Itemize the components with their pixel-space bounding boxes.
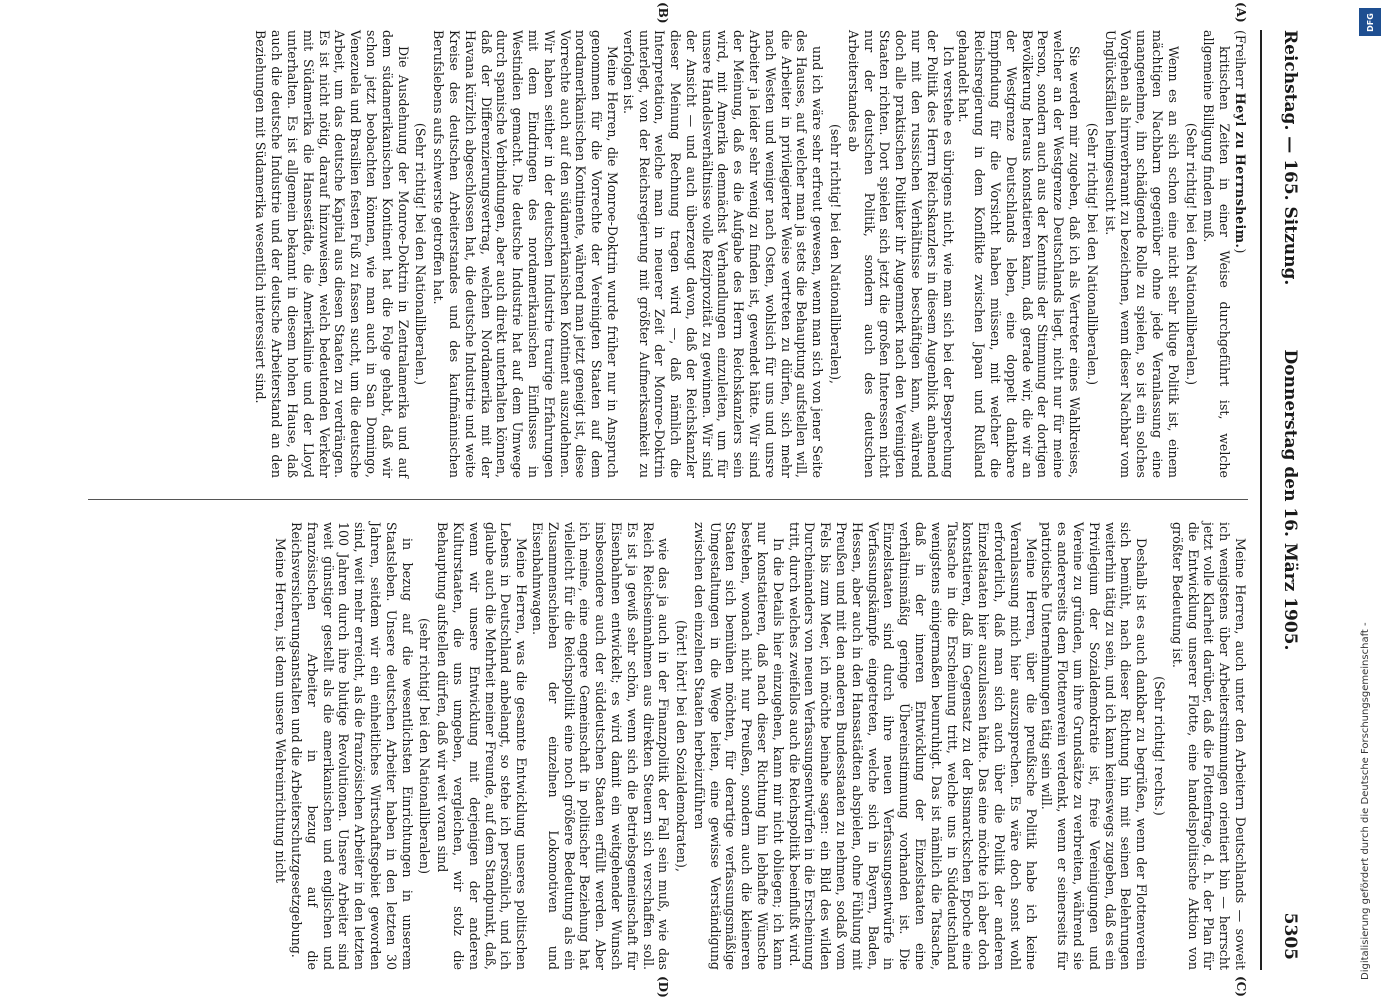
rotated-content <box>60 2 1310 998</box>
interjection: (Sehr richtig! rechts.) <box>1152 676 1168 816</box>
speaker-name: Heyl zu Herrnsheim. <box>1233 92 1248 249</box>
dfg-logo <box>1359 8 1381 36</box>
paragraph: Die Ausdehnung der Monroe-Doktrin in Zentralamerika und auf dem südamerikanischen Kontinent hat die Folge gehabt, daß wir schon jetzt beobachten können, wie man auch in San Domingo, Venezuela und Brasilien festen Fuß zu fassen sucht, um die deutsche Arbeit, um das deutsche Kapital aus diesen Staaten zu verdrängen. Es ist nicht nötig, darauf hinzuweisen, welch bedeutenden Verkehr mit Südamerika die Hansestädte, die Amerikalinie und der Lloyd unterhalten. Es ist allgemein bekannt in diesem hohen Hause, daß auch die deutsche Industrie und der deutsche Arbeiterstand an den Beziehungen mit Südamerika wesentlich interessiert sind. <box>253 30 411 478</box>
paragraph: In die Details hier einzugehen, kann mir nicht obliegen; ich kann nur konstatieren, daß nach dieser Richtung hin lebhafte Wünsche bestehen, wonach nicht nur Preußen, sondern auch die kleineren Staaten sich bemühen möchten, für derartige verfassungsmäßige Umgestaltungen in die Wege leiten, eine gewisse Verständigung zwischen den einzelnen Staaten herbeizuführen <box>691 522 786 970</box>
paragraph: Meine Herren, über die preußische Politik habe ich keine Veranlassung mich hier auszusprechen. Es wäre doch sonst wohl erforderlich, daß man sich auch über die Politik der anderen Einzelstaaten hier auszulassen hätte. Das eine möchte ich aber doch konstatieren, daß im Gegensatz zu der Bismarckschen Epoche eine Tatsache in die Erscheinung tritt, welche uns in Süddeutschland wenigstens einigermaßen beunruhigt. Das ist nämlich die Tatsache, daß in der inneren Entwicklung der Einzelstaaten eine verhältnismäßig geringe Übereinstimmung vorhanden ist. Die Einzelstaaten sind durch ihre neuen Verfassungsentwürfe in Verfassungskämpfe eingetreten, welche sich in Bayern, Baden, Hessen, aber auch in den Hansastädten abspielen, ohne Fühlung mit Preußen und mit den anderen Bundesstaaten zu nehmen, sodaß vom Fels bis zum Meer, ich möchte beinahe sagen: ein Bild des wilden Durcheinanders von neuen Verfassungsentwürfen in die Erscheinung tritt, durch welches zweifellos auch die Reichspolitik beeinflußt wird. <box>786 522 1039 970</box>
column-divider <box>88 499 1248 500</box>
paragraph: Deshalb ist es auch dankbar zu begrüßen, wenn der Flottenverein sich bemüht, nach dieser Richtung hin mit seinen Belehrungen weiterhin tätig zu sein, und ich kann keineswegs zugeben, daß es ein Privilegium der Sozialdemokratie ist, freie Vereinigungen und Vereine zu gründen, um ihre Grundsätze zu verbreiten, während sie es andererseits dem Flottenverein verdenkt, wenn er seinerseits für patriotische Unternehmungen tätig sein will. <box>1039 522 1150 970</box>
dfg-logo-text: DFG <box>1365 12 1375 32</box>
speaker-prefix: (Freiherr <box>1233 30 1248 93</box>
margin-marker-a: (A) <box>1234 2 1248 23</box>
paragraph: Meine Herren, ist denn unsere Wehreinrichtung nicht <box>273 538 289 883</box>
paragraph: und ich wäre sehr erfreut gewesen, wenn man sich von jener Seite des Hauses, auf welcher man ja stets die Behauptung aufstellen will, die Arbeiter in privilegierter Weise vertreten zu dürfen, sich mehr nach Westen und weniger nach Osten, wohlsich für uns und unsre Arbeiter ja leider sehr wenig zu finden ist, gewendet hätte. Wir sind der Meinung, daß es die Aufgabe des Herrn Reichskanzlers sein wird, mit Amerika demnächst Verhandlungen einzuleiten, um für unsere Handelsverhältnisse volle Reziprozität zu gewinnen. Wir sind der Ansicht — und auch überzeugt davon, daß der Reichskanzler dieser Meinung Rechnung tragen wird —, daß nämlich die Interpretation, welche man in neuerer Zeit der Monroe-Doktrin unterlegt, von der Reichsregierung mit größter Aufmerksamkeit zu verfolgen ist. <box>620 30 826 478</box>
page-number: 5305 <box>1280 912 1300 960</box>
digitization-credit: Digitalisierung gefördert durch die Deutsche Forschungsgemeinschaft - <box>1360 622 1371 980</box>
margin-marker-c: (C) <box>1234 976 1248 997</box>
interjection: (sehr richtig! bei den Nationalliberalen) <box>417 617 433 874</box>
paragraph: Meine Herren, die Monroe-Doktrin wurde früher nur in Anspruch genommen für die Vorrechte der Vereinigten Staaten auf dem nordamerikanischen Kontinente, während man jetzt geneigt ist, diese Vorrechte auch auf den südamerikanischen Kontinent auszudehnen. Wir haben seither in der deutschen Industrie traurige Erfahrungen mit dem Eindringen des nordamerikanischen Einflusses in Westindien gemacht. Die deutsche Industrie hat auf dem Umwege durch spanische Verbindungen, aber auch direkt unterhalten können, daß der Differenzierungsvertrag, welchen Nordamerika mit der Havana kürzlich abgeschlossen hat, die deutsche Industrie und weite Kreise des deutschen Arbeiterstandes und des kaufmännischen Berufslebens aufs schwerste getroffen hat. <box>431 30 620 478</box>
interjection: (sehr richtig! bei den Nationalliberalen), <box>828 123 844 385</box>
paragraph: in bezug auf die wesentlichsten Einrichtungen in unserem Staatsleben. Unsere deutschen Arbeiter haben in den letzten 30 Jahren, seitdem wir ein einheitliches Wirtschaftsgebiet geworden sind, weit mehr erreicht, als die französischen Arbeiter in den letzten 100 Jahren durch ihre blutige Revolutionen. Unsere Arbeiter sind weit günstiger gestellt als die amerikanischen und englischen und französischen Arbeiter in bezug auf die Reichsversicherungsanstalten und die Arbeiterschutzgesetzgebung. <box>288 522 415 970</box>
paragraph: kritischen Zeiten in einer Weise durchgeführt ist, welche allgemeine Billigung finden muß. <box>1201 30 1233 478</box>
header-rule <box>1260 30 1262 970</box>
header-date: Donnerstag den 16. März 1905. <box>1280 349 1300 651</box>
paragraph: wie das ja auch in der Finanzpolitik der Fall sein muß, wie das Reich Reichseinnahmen aus direkten Steuern sich verschaffen soll. Es ist ja gewiß sehr schön, wenn sich die Betriebsgemeinschaft für Eisenbahnen entwickelt; es wird damit ein weitgehender Wunsch insbesondere auch der süddeutschen Staaten erfüllt werden. Aber ich meine, eine engere Gemeinschaft in politischer Beziehung hat vielleicht für die Reichspolitik eine noch größere Bedeutung als ein Zusammenschieben der einzelnen Lokomotiven und Eisenbahnwagen. <box>529 522 672 970</box>
margin-marker-d: (D) <box>656 976 670 998</box>
column-right <box>272 522 1248 970</box>
interjection: (hört! hört! bei den Sozialdemokraten), <box>674 620 690 872</box>
speaker-suffix: ) <box>1233 248 1248 254</box>
paragraph: Sie werden mir zugeben, daß ich als Vertreter eines Wahlkreises, welcher an der Westgrenze Deutschlands liegt, nicht nur für meine Person, sondern auch aus der Kenntnis der Stimmung der dortigen Bevölkerung heraus konstatieren kann, daß gerade wir, die wir an der Westgrenze Deutschlands leben, eine doppelt dankbare Empfindung für die Vorsicht haben müssen, mit welcher die Reichsregierung in dem Konflikte zwischen Japan und Rußland gehandelt hat. <box>956 30 1083 478</box>
page-header <box>1270 30 1310 970</box>
paragraph: Ich verstehe es übrigens nicht, wie man sich bei der Besprechung der Politik des Herrn Reichskanzlers in diesem Augenblick anbanend nur mit den russischen Verhältnisse beschäftigen kann, während doch alle praktischen Politiker ihr Augenmerk nach den Vereinigten Staaten richten. Dort spielen sich jetzt die großen Interessen nicht nur der deutschen Politik, sondern auch des deutschen Arbeiterstandes ab <box>845 30 956 478</box>
column-left <box>253 30 1248 478</box>
paragraph: Meine Herren, was die gesamte Entwicklung unseres politischen Lebens in Deutschland anbelangt, so stehe ich persönlich, und ich glaube auch die Mehrheit meiner Freunde, auf dem Standpunkt, daß, wenn wir unsere Entwicklung mit derjenigen der anderen Kulturstaaten, die uns umgeben, vergleichen, wir stolz die Behauptung aufstellen dürfen, daß wir weit voran sind <box>435 522 530 970</box>
interjection: (Sehr richtig! bei den Nationalliberalen.) <box>413 122 429 386</box>
interjection: (Sehr richtig! bei den Nationalliberalen.) <box>1183 122 1199 386</box>
speaker-line <box>1232 30 1248 478</box>
paragraph: Meine Herren, auch unter den Arbeitern Deutschlands — soweit ich wenigstens über Arbeiterstimmungen orientiert bin — herrscht jetzt volle Klarheit darüber, daß die Flottenfrage, d. h. der Plan für die Entwicklung unserer Flotte, eine handelspolitische Aktion von größter Bedeutung ist. <box>1169 522 1248 970</box>
paragraph: Wenn es an sich schon eine nicht sehr kluge Politik ist, einem mächtigen Nachbarn gegenüber ohne jede Veranlassung eine unangenehme, ihn schädigende Rolle zu spielen, so ist ein solches Vorgehen als hirnverbrannt zu bezeichnen, wenn dieser Nachbar vom Unglücksfällen heimgesucht ist. <box>1102 30 1181 478</box>
header-title: Reichstag. — 165. Sitzung. <box>1280 30 1300 286</box>
margin-marker-b: (B) <box>656 2 670 24</box>
interjection: (Sehr richtig! bei den Nationalliberalen.) <box>1084 122 1100 386</box>
